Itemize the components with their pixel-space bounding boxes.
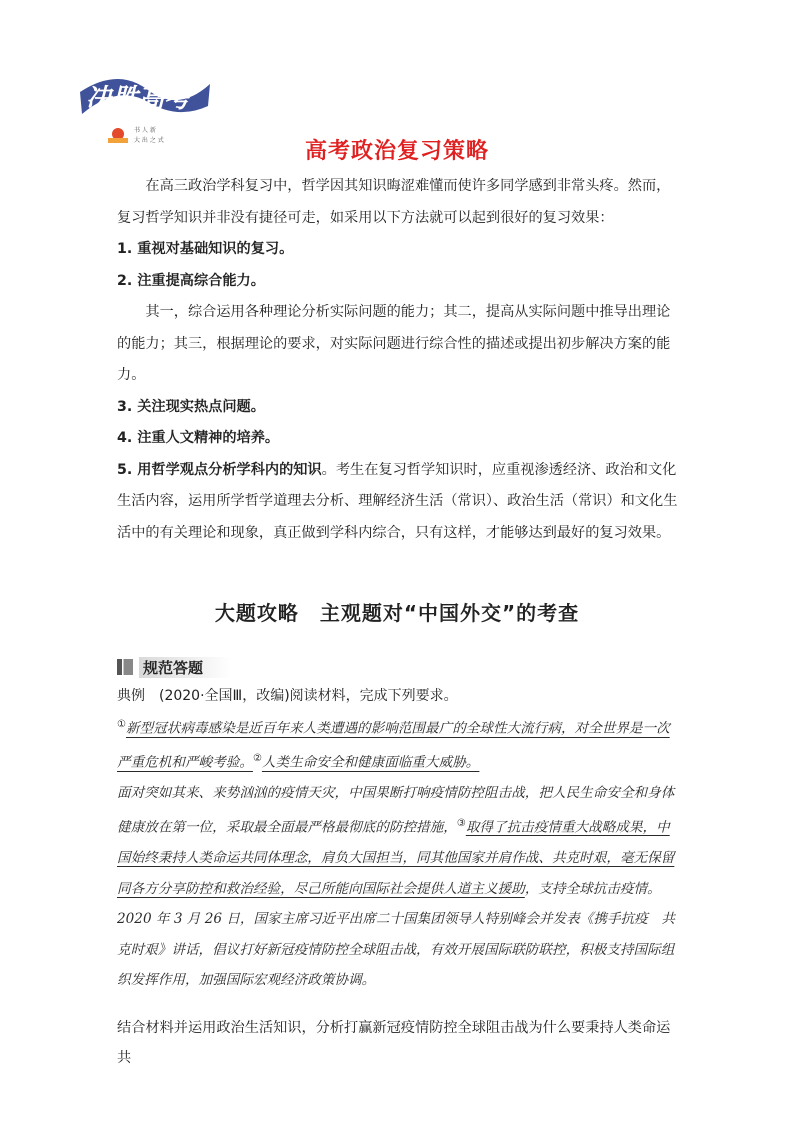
material-text [117, 710, 682, 996]
question-text: 结合材料并运用政治生活知识，分析打赢新冠疫情防控全球阻击战为什么要秉持人类命运共 [117, 1020, 671, 1066]
material-sentence-2: 人类生命安全和健康面临重大威胁。 [261, 754, 480, 771]
section-title: 大题攻略 主观题对“中国外交”的考查 [214, 601, 580, 625]
material-sentence-3-pre: 面对突如其来、来势汹汹的疫情天灾，中国果断打响疫情防控阻击战，把人民生命安全和身体健康放在第一位，采取最全面最严格最彻底的防控措施， [117, 785, 675, 836]
section-label-text: 规范答题 [139, 657, 231, 678]
marker-2: ② [252, 753, 262, 765]
point-2: 2. 注重提高综合能力。 [117, 272, 265, 289]
svg-text:书 人 新: 书 人 新 [134, 127, 156, 134]
point-5-text: 。考生在复习哲学知识时，应重视渗透经济、政治和文化生活内容，运用所学哲学道理去分析、理解经济生活（常识）、政治生活（常识）和文化生活中的有关理论和现象，真正做到学科内综合，只有这样，才能够达到最好的复习效果。 [117, 461, 678, 541]
strategy-body [117, 171, 679, 549]
svg-text:大 出 之 式: 大 出 之 式 [134, 137, 164, 144]
material-paragraph-1 [117, 710, 682, 778]
material-paragraph-3: 2020 年 3 月 26 日，国家主席习近平出席二十国集团领导人特别峰会并发表《携手抗疫 共克时艰》讲话，倡议打好新冠疫情防控全球阻击战，有效开展国际联防联控，积极支持国际组织发挥作用，加强国际宏观经济政策协调。 [117, 911, 675, 989]
point-2-detail: 其一，综合运用各种理论分析实际问题的能力；其二，提高从实际问题中推导出理论的能力；其三，根据理论的要求，对实际问题进行综合性的描述或提出初步解决方案的能力。 [117, 304, 671, 383]
point-3: 3. 关注现实热点问题。 [117, 398, 265, 415]
point-5-heading: 5. 用哲学观点分析学科内的知识 [117, 461, 322, 478]
material-sentence-1: 新型冠状病毒感染是近百年来人类遭遇的影响范围最广的全球性大流行病，对全世界是一次严重危机和严峻考验。 [117, 720, 670, 771]
example-intro: 典例 (2020·全国Ⅲ，改编)阅读材料，完成下列要求。 [117, 688, 458, 704]
marker-3: ③ [456, 817, 466, 829]
section-label [117, 656, 231, 678]
marker-1: ① [117, 719, 126, 730]
material-sentence-3-post: ，支持全球抗击疫情。 [524, 880, 661, 897]
intro-paragraph: 在高三政治学科复习中，哲学因其知识晦涩难懂而使许多同学感到非常头疼。然而，复习哲学知识并非没有捷径可走，如采用以下方法就可以起到很好的复习效果： [117, 178, 671, 226]
material-sentence-3: 取得了抗击疫情重大战略成果，中国始终秉持人类命运共同体理念，肩负大国担当，同其他国家并肩作战、共克时艰，毫无保留同各方分享防控和救治经验，尽己所能向国际社会提供人道主义援助 [117, 819, 675, 897]
document-title: 高考政治复习策略 [304, 139, 489, 164]
svg-text:决胜高考: 决胜高考 [86, 84, 191, 114]
point-5 [117, 455, 679, 550]
point-4: 4. 注重人文精神的培养。 [117, 430, 280, 446]
point-1: 1. 重视对基础知识的复习。 [117, 241, 294, 257]
label-bar-icon [117, 659, 133, 675]
material-paragraph-2 [117, 778, 682, 904]
